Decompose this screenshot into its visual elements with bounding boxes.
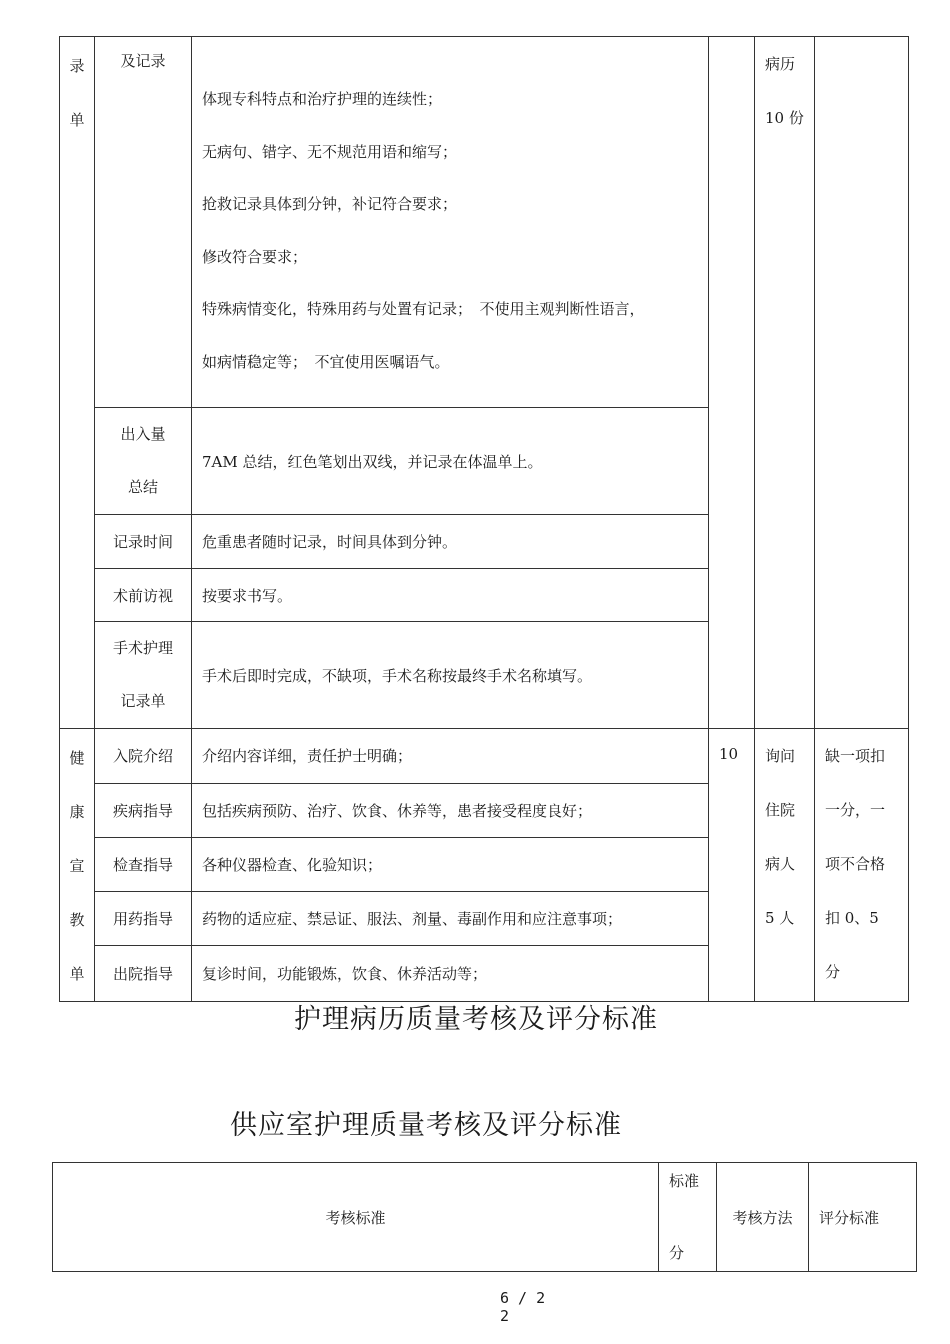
exam-guidance-text: 各种仪器检查、化验知识； [192, 838, 709, 892]
requirement-line: 修改符合要求； [202, 247, 308, 266]
col-header-grading: 评分标准 [809, 1163, 917, 1272]
grade-line: 项不合格 [825, 855, 886, 873]
section-label-char: 健 [69, 749, 85, 767]
section-label-record [60, 37, 95, 729]
subitem-intake-output: 出入量 总结 [95, 408, 192, 515]
method-cell-record [755, 37, 815, 729]
method-line: 病人 [765, 855, 796, 873]
disease-guidance-text: 包括疾病预防、治疗、饮食、休养等，患者接受程度良好； [192, 783, 709, 838]
page-number: 6 / 2 2 [500, 1289, 546, 1325]
supply-room-table [52, 1162, 917, 1272]
section-label-health-education [60, 729, 95, 1002]
requirement-line: 体现专科特点和治疗护理的连续性； [202, 90, 443, 108]
section-label-char: 教 [69, 911, 85, 929]
heading-supply-room-standard: 供应室护理质量考核及评分标准 [230, 1110, 622, 1141]
col-header-standard-score: 标准 分 [659, 1163, 717, 1272]
col-header-method: 考核方法 [717, 1163, 809, 1272]
grade-line: 分 [825, 963, 841, 981]
method-line: 5 人 [765, 909, 795, 927]
method-line: 住院 [765, 801, 796, 819]
method-cell-health [755, 729, 815, 1002]
score-cell-empty [709, 37, 755, 729]
grade-line: 一分，一 [825, 801, 886, 819]
surgery-record-text: 手术后即时完成，不缺项，手术名称按最终手术名称填写。 [192, 622, 709, 729]
subitem-discharge-guidance: 出院指导 [95, 946, 192, 1002]
preop-visit-text: 按要求书写。 [192, 569, 709, 622]
method-line: 10 份 [765, 109, 804, 127]
col-header-criteria: 考核标准 [53, 1163, 659, 1272]
grade-cell-empty [815, 37, 909, 729]
subitem-admission-intro: 入院介绍 [95, 729, 192, 784]
subitem-medication-guidance: 用药指导 [95, 891, 192, 946]
subitem-preop-visit: 术前访视 [95, 569, 192, 622]
record-requirements [192, 37, 709, 408]
subitem-record: 及记录 [95, 37, 192, 408]
grade-cell-health [815, 729, 909, 1002]
admission-intro-text: 介绍内容详细，责任护士明确； [192, 729, 709, 784]
intake-output-text: 7AM 总结，红色笔划出双线，并记录在体温单上。 [192, 408, 709, 515]
requirement-line: 无病句、错字、无不规范用语和缩写； [202, 142, 458, 161]
section-label-char: 宣 [69, 857, 85, 875]
subitem-exam-guidance: 检查指导 [95, 838, 192, 892]
nursing-record-table [59, 36, 909, 1002]
record-time-text: 危重患者随时记录，时间具体到分钟。 [192, 515, 709, 569]
medication-guidance-text: 药物的适应症、禁忌证、服法、剂量、毒副作用和应注意事项； [192, 891, 709, 946]
requirement-line: 如病情稳定等； 不宜使用医嘱语气。 [202, 352, 450, 371]
subitem-record-time: 记录时间 [95, 515, 192, 569]
section-label-char: 单 [69, 111, 85, 129]
grade-line: 缺一项扣 [825, 747, 886, 765]
section-label-char: 康 [69, 803, 85, 821]
section-label-char: 录 [69, 57, 85, 75]
heading-nursing-record-standard: 护理病历质量考核及评分标准 [294, 1004, 658, 1035]
subitem-surgery-record: 手术护理 记录单 [95, 622, 192, 729]
section-label-char: 单 [69, 965, 85, 983]
requirement-line: 特殊病情变化，特殊用药与处置有记录； 不使用主观判断性语言， [202, 300, 645, 318]
grade-line: 扣 0、5 [825, 909, 879, 927]
method-line: 病历 [765, 55, 796, 73]
subitem-disease-guidance: 疾病指导 [95, 783, 192, 838]
method-line: 询问 [765, 747, 796, 765]
health-education-score: 10 [709, 729, 755, 1002]
discharge-guidance-text: 复诊时间，功能锻炼，饮食、休养活动等； [192, 946, 709, 1002]
requirement-line: 抢救记录具体到分钟，补记符合要求； [202, 195, 458, 213]
